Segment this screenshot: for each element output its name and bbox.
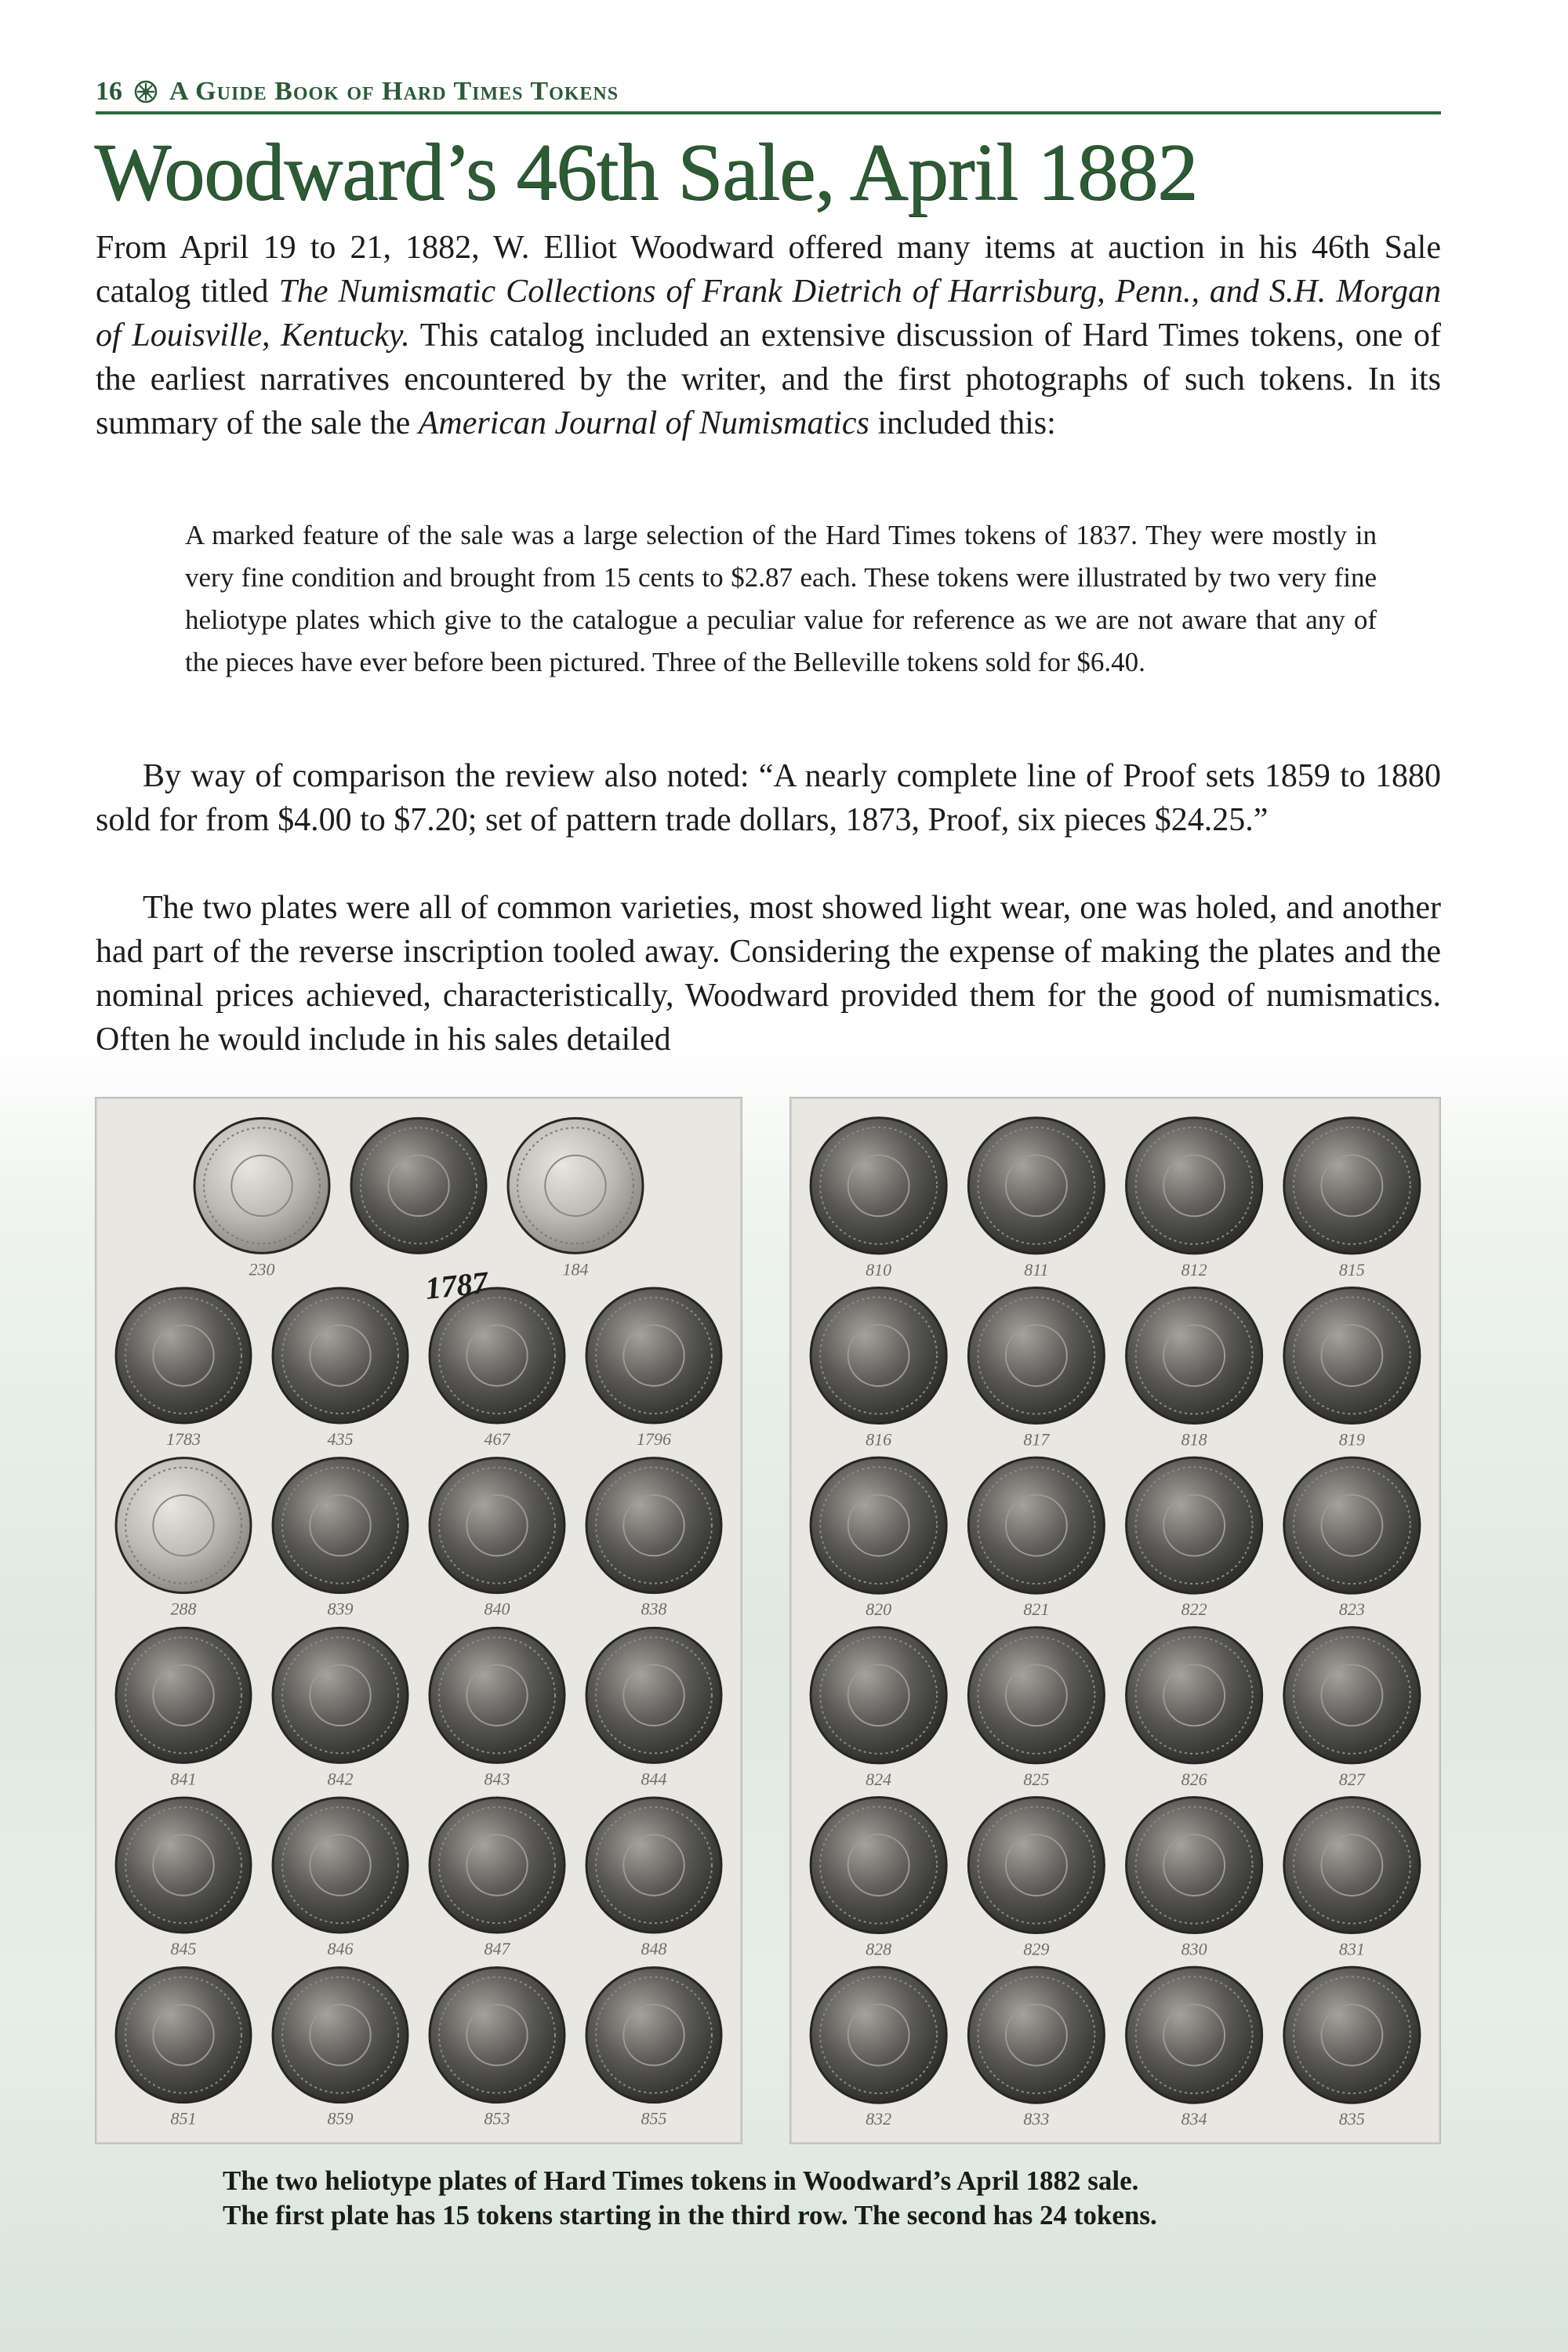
token-number-label: 230 xyxy=(249,1259,275,1279)
token-number-label: 848 xyxy=(641,1939,667,1958)
token-number-label: 1783 xyxy=(166,1429,201,1449)
token-image xyxy=(1284,1287,1420,1423)
token-image xyxy=(273,1798,408,1933)
token-image xyxy=(968,1287,1104,1423)
token-number-label: 825 xyxy=(1023,1769,1050,1789)
token-image xyxy=(586,1968,721,2103)
token-number-label: 833 xyxy=(1023,2109,1050,2129)
token-image xyxy=(968,1797,1104,1933)
token-number-label: 830 xyxy=(1181,1939,1207,1959)
paragraph-intro-part-c: This catalog included an extensive discussion of Hard Times tokens, one of the earliest narratives encountered by the writer, and the first photographs of such tokens. In its summary of the sale the xyxy=(96,318,1442,441)
token-image xyxy=(586,1798,721,1933)
token-image xyxy=(430,1968,564,2103)
token-image xyxy=(430,1798,564,1933)
token-number-label: 815 xyxy=(1338,1259,1365,1279)
token-number-label: 821 xyxy=(1023,1599,1050,1620)
token-image xyxy=(1284,1967,1420,2103)
token-image xyxy=(116,1458,251,1593)
token-number-label: 818 xyxy=(1181,1429,1207,1450)
heliotype-plate-1 xyxy=(96,1098,742,2143)
token-image xyxy=(968,1118,1104,1254)
token-image xyxy=(1284,1118,1420,1254)
token-image xyxy=(430,1288,564,1423)
token-number-label: 859 xyxy=(327,2108,354,2129)
token-image xyxy=(1127,1628,1262,1763)
token-number-label: 288 xyxy=(170,1599,197,1619)
token-image xyxy=(968,1967,1104,2103)
token-number-label: 847 xyxy=(484,1939,510,1958)
plate-1-image xyxy=(97,1099,740,2142)
token-number-label: 828 xyxy=(866,1939,892,1959)
token-number-label: 845 xyxy=(170,1939,197,1958)
token-number-label: 811 xyxy=(1024,1259,1049,1279)
token-image xyxy=(586,1458,721,1593)
rosette-icon xyxy=(133,79,158,104)
token-image xyxy=(273,1968,408,2103)
paragraph-intro-part-e: included this: xyxy=(869,405,1056,441)
token-number-label: 835 xyxy=(1338,2109,1365,2129)
token-image xyxy=(273,1288,408,1423)
token-number-label: 812 xyxy=(1181,1259,1207,1279)
caption-line-2: The first plate has 15 tokens starting in the third row. The second has 24 tokens. xyxy=(223,2200,1157,2230)
token-number-label: 839 xyxy=(327,1599,354,1619)
token-image xyxy=(116,1628,251,1762)
token-number-label: 810 xyxy=(866,1259,892,1279)
token-image xyxy=(586,1628,721,1762)
page-number: 16 xyxy=(96,77,122,106)
token-number-label: 822 xyxy=(1181,1599,1207,1620)
token-image xyxy=(1284,1457,1420,1593)
token-number-label: 819 xyxy=(1338,1429,1365,1450)
token-number-label: 843 xyxy=(484,1769,510,1789)
token-image xyxy=(116,1798,251,1933)
token-image xyxy=(1127,1118,1262,1254)
paragraph-intro xyxy=(96,226,1441,445)
token-number-label: 467 xyxy=(484,1429,510,1449)
token-number-label: 832 xyxy=(866,2109,892,2129)
token-image xyxy=(811,1797,946,1933)
paragraph-comparison: By way of comparison the review also noted: “A nearly complete line of Proof sets 1859 to 1880 sold for from $4.00 to $7.20; set of pattern trade dollars, 1873, Proof, six pieces $24.25.” xyxy=(96,758,1441,838)
token-image xyxy=(273,1628,408,1762)
token-number-label: 824 xyxy=(866,1769,892,1789)
token-image xyxy=(586,1288,721,1423)
token-image xyxy=(351,1118,486,1253)
token-image xyxy=(116,1968,251,2103)
token-image xyxy=(508,1118,643,1253)
token-number-label: 842 xyxy=(327,1769,354,1789)
catalog-title: The Numismatic Collections of Frank Dietrich of Harrisburg, Penn., and S.H. Morgan of Louisville, Kentucky. xyxy=(96,274,1441,354)
book-title: A Guide Book of Hard Times Tokens xyxy=(169,77,619,106)
caption-line-1: The two heliotype plates of Hard Times tokens in Woodward’s April 1882 sale. xyxy=(223,2165,1139,2196)
token-number-label: 846 xyxy=(327,1939,354,1958)
token-image xyxy=(1127,1797,1262,1933)
paragraph-intro-part-a: From April 19 to 21, 1882, W. Elliot Woodward offered many items at auction in his 46th Sale catalog titled xyxy=(96,230,1441,310)
token-image xyxy=(273,1458,408,1593)
token-number-label: 816 xyxy=(866,1429,892,1450)
token-number-label: 831 xyxy=(1338,1939,1365,1959)
paragraph-plates: The two plates were all of common varieties, most showed light wear, one was holed, and another had part of the reverse inscription tooled away. Considering the expense of making the plates and the nominal prices achieved, characteristically, Woodward provided them for the good of numismatics. Often he would include in his sales detailed xyxy=(96,890,1441,1058)
token-number-label: 435 xyxy=(327,1429,354,1449)
heliotype-plate-2 xyxy=(790,1098,1440,2143)
journal-title: American Journal of Numismatics xyxy=(418,405,869,441)
token-number-label: 841 xyxy=(170,1769,197,1789)
token-number-label: 851 xyxy=(170,2108,197,2129)
token-image xyxy=(811,1118,946,1254)
token-number-label: 827 xyxy=(1338,1769,1365,1789)
token-image xyxy=(430,1458,564,1593)
page-title: Woodward’s 46th Sale, April 1882 xyxy=(94,127,1197,217)
handwritten-note: 1787 xyxy=(423,1264,490,1306)
token-image xyxy=(116,1288,251,1423)
token-image xyxy=(194,1118,329,1253)
token-image xyxy=(430,1628,564,1762)
token-image xyxy=(811,1967,946,2103)
token-number-label: 826 xyxy=(1181,1769,1207,1789)
token-number-label: 829 xyxy=(1023,1939,1050,1959)
token-number-label: 1796 xyxy=(637,1429,671,1449)
token-number-label: 853 xyxy=(484,2108,510,2129)
token-image xyxy=(968,1457,1104,1593)
token-number-label: 855 xyxy=(641,2108,667,2129)
token-image xyxy=(1127,1967,1262,2103)
token-number-label: 844 xyxy=(641,1769,667,1789)
token-number-label: 840 xyxy=(484,1599,510,1619)
token-image xyxy=(1127,1287,1262,1423)
token-number-label: 820 xyxy=(866,1599,892,1620)
token-image xyxy=(811,1287,946,1423)
token-image xyxy=(811,1457,946,1593)
token-number-label: 817 xyxy=(1023,1429,1050,1450)
figure-caption xyxy=(223,2164,1414,2233)
block-quote: A marked feature of the sale was a large selection of the Hard Times tokens of 1837. They were mostly in very fine condition and brought from 15 cents to $2.87 each. These tokens were illustrated by two very fine heliotype plates which give to the catalogue a peculiar value for reference as we are not aware that any of the pieces have ever before been pictured. Three of the Belleville tokens sold for $6.40. xyxy=(185,520,1377,677)
plate-2-image xyxy=(792,1099,1439,2142)
token-image xyxy=(1127,1457,1262,1593)
token-image xyxy=(1284,1628,1420,1763)
token-image xyxy=(968,1628,1104,1763)
token-number-label: 834 xyxy=(1181,2109,1207,2129)
token-number-label: 823 xyxy=(1338,1599,1365,1620)
token-image xyxy=(811,1628,946,1763)
token-image xyxy=(1284,1797,1420,1933)
token-number-label: 184 xyxy=(562,1259,589,1279)
token-number-label: 838 xyxy=(641,1599,667,1619)
running-header xyxy=(96,72,1441,114)
